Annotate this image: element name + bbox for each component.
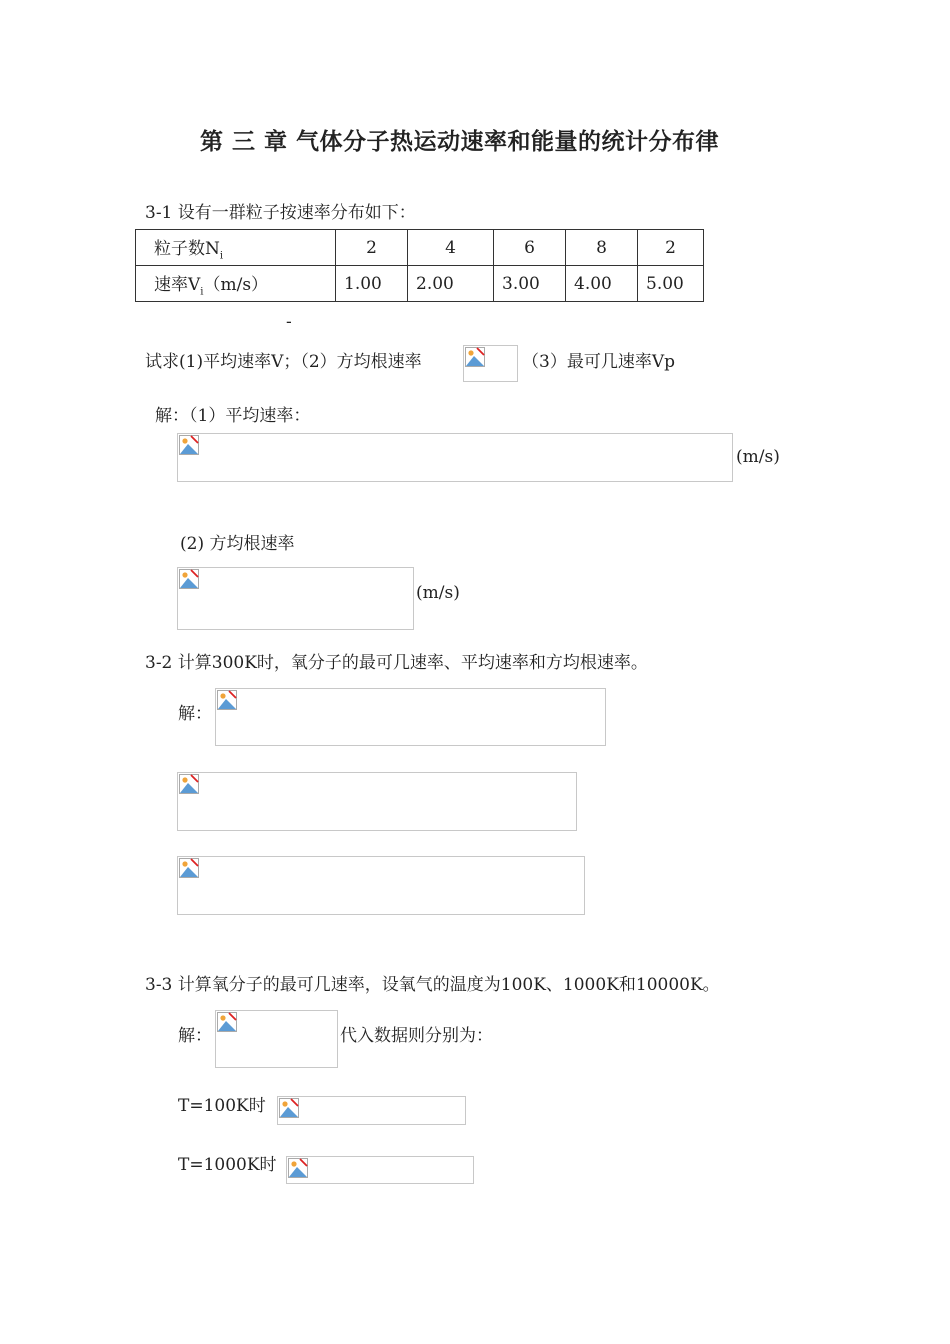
broken-image-icon xyxy=(217,690,237,710)
table-cell: 8 xyxy=(566,230,638,266)
table-cell: 2 xyxy=(336,230,408,266)
broken-image-icon xyxy=(179,774,199,794)
table-cell: 1.00 xyxy=(336,266,408,302)
formula-image xyxy=(463,345,518,382)
formula-image xyxy=(215,1010,338,1068)
unit-label: (m/s) xyxy=(736,447,780,467)
formula-image xyxy=(215,688,606,746)
problem-3-2-label: 3-2 计算300K时，氧分子的最可几速率、平均速率和方均根速率。 xyxy=(145,653,648,673)
formula-image xyxy=(177,567,414,630)
broken-image-icon xyxy=(179,435,199,455)
table-cell-label: 速率$V_i(m/s)$ xyxy=(136,266,336,302)
part2-label: (2) 方均根速率 xyxy=(180,534,295,554)
broken-image-icon xyxy=(465,347,485,367)
solution-intro: 解：（1）平均速率： xyxy=(155,406,311,426)
broken-image-icon xyxy=(179,858,199,878)
table-row xyxy=(136,266,704,302)
table-cell-label: 粒子数$N_i$ xyxy=(136,230,336,266)
table-cell: 5.00 xyxy=(638,266,704,302)
table-cell: 4 xyxy=(408,230,494,266)
table-cell: 4.00 xyxy=(566,266,638,302)
table-cell: 3.00 xyxy=(494,266,566,302)
broken-image-icon xyxy=(288,1158,308,1178)
formula-image xyxy=(177,772,577,831)
substitution-text: 代入数据则分别为： xyxy=(340,1026,493,1046)
table-cell: 6 xyxy=(494,230,566,266)
broken-image-icon xyxy=(279,1098,299,1118)
page-title: 第 三 章 气体分子热运动速率和能量的统计分布律 xyxy=(200,129,720,155)
unit-label: (m/s) xyxy=(416,583,460,603)
table-cell: 2.00 xyxy=(408,266,494,302)
distribution-table xyxy=(135,229,704,302)
formula-image xyxy=(277,1096,466,1125)
question-text-2: （3）最可几速率Vp xyxy=(522,352,675,372)
table-row xyxy=(136,230,704,266)
problem-3-3-label: 3-3 计算氧分子的最可几速率，设氧气的温度为100K、1000K和10000K。 xyxy=(145,975,720,995)
question-text-1: 试求(1)平均速率V；（2）方均根速率 xyxy=(145,352,422,372)
table-cell: 2 xyxy=(638,230,704,266)
overbar-mark: - xyxy=(286,312,292,332)
temperature-label-100k: T=100K时 xyxy=(178,1096,266,1116)
formula-image xyxy=(286,1156,474,1184)
problem-3-1-label: 3-1 设有一群粒子按速率分布如下： xyxy=(145,203,416,223)
solution-label: 解： xyxy=(178,1026,212,1046)
formula-image xyxy=(177,856,585,915)
broken-image-icon xyxy=(179,569,199,589)
broken-image-icon xyxy=(217,1012,237,1032)
formula-image xyxy=(177,433,733,482)
temperature-label-1000k: T=1000K时 xyxy=(178,1155,277,1175)
solution-label: 解： xyxy=(178,704,212,724)
